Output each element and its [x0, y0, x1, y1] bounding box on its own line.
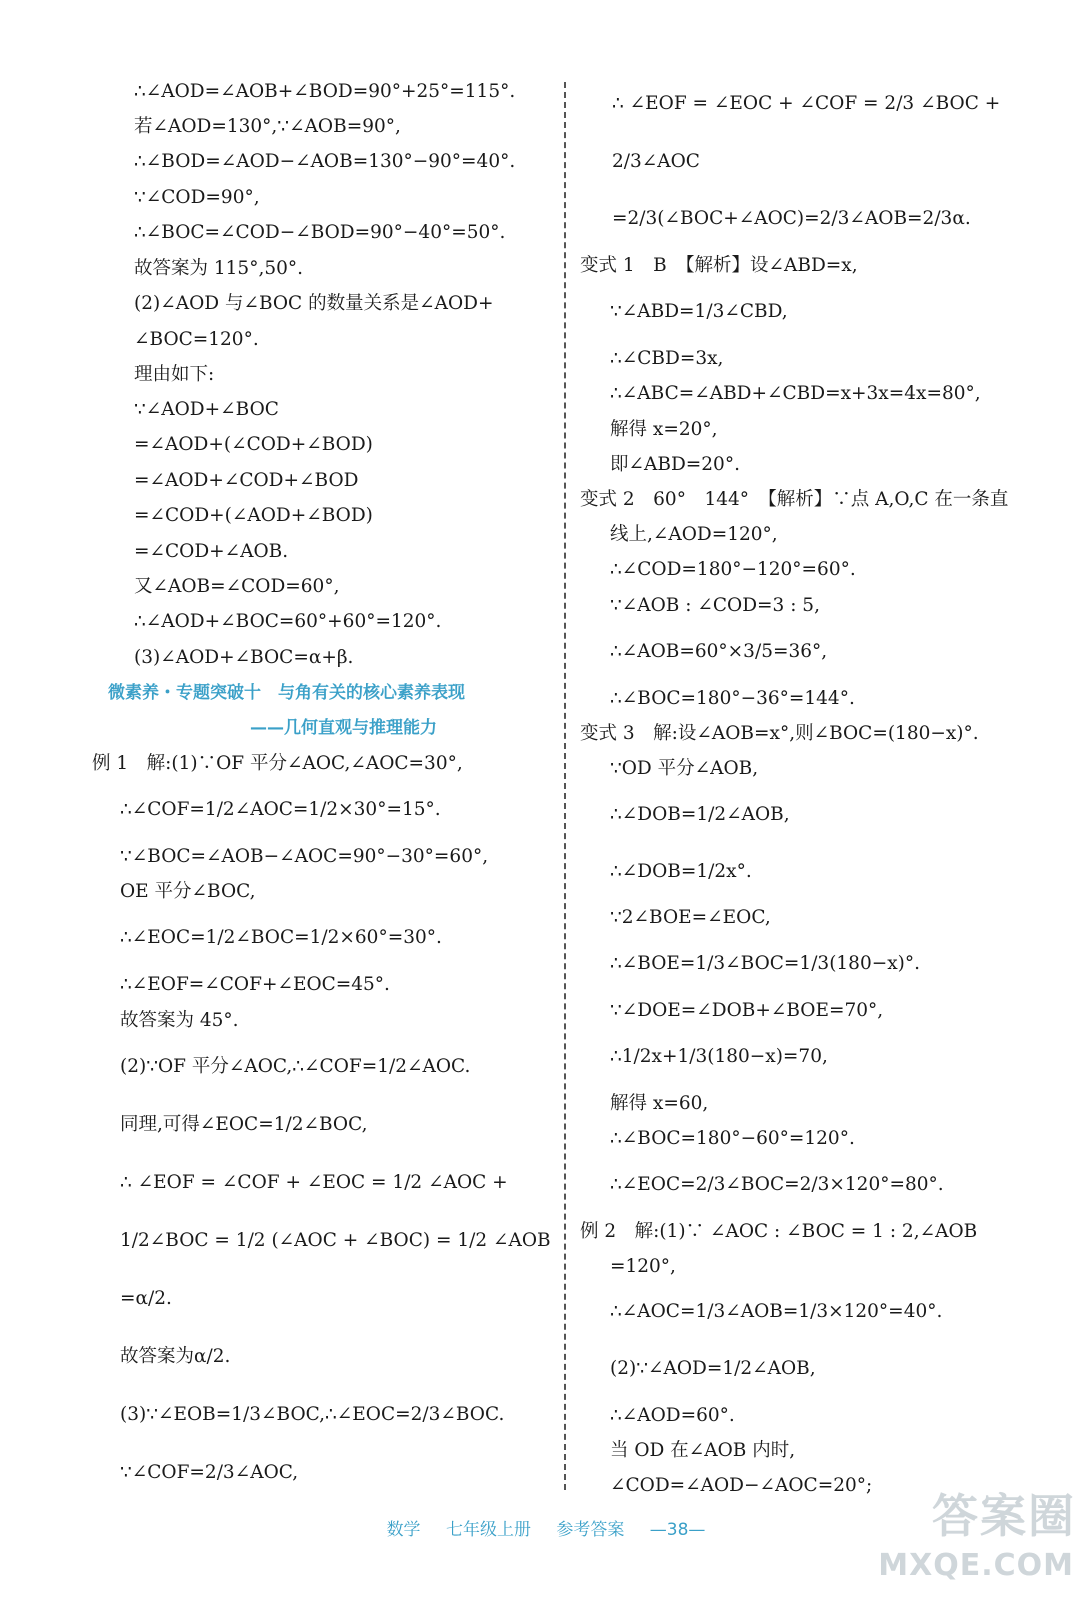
answer-line: 1/2∠BOC = 1/2 (∠AOC + ∠BOC) = 1/2 ∠AOB [120, 1230, 551, 1251]
answer-line: =α/2. [120, 1288, 172, 1309]
answer-line: OE 平分∠BOC, [120, 881, 256, 902]
answer-line: =∠COD+∠AOB. [134, 541, 289, 562]
answer-line: 2/3∠AOC [612, 151, 700, 172]
answer-line: ∴∠EOC=2/3∠BOC=2/3×120°=80°. [610, 1174, 944, 1195]
answer-line: ∵∠COF=2/3∠AOC, [120, 1462, 299, 1483]
watermark-url: MXQE.COM [878, 1548, 1074, 1583]
section-heading: ——几何直观与推理能力 [250, 718, 437, 738]
answer-line: (2)∵OF 平分∠AOC,∴∠COF=1/2∠AOC. [120, 1056, 471, 1077]
answer-line: ∵∠AOB : ∠COD=3 : 5, [610, 595, 820, 616]
answer-line: =∠AOD+(∠COD+∠BOD) [134, 434, 373, 455]
answer-line: ∠COD=∠AOD−∠AOC=20°; [610, 1475, 873, 1496]
answer-line: 例 1 解:(1)∵OF 平分∠AOC,∠AOC=30°, [92, 753, 463, 774]
answer-line: ∴1/2x+1/3(180−x)=70, [610, 1046, 828, 1067]
answer-line: ∴ ∠EOF = ∠EOC + ∠COF = 2/3 ∠BOC + [612, 93, 1001, 114]
answer-line: (2)∵∠AOD=1/2∠AOB, [610, 1358, 816, 1379]
answer-line: 解得 x=60, [610, 1093, 709, 1114]
answer-line: ∵∠COD=90°, [134, 187, 260, 208]
answer-line: 故答案为 115°,50°. [134, 258, 303, 279]
answer-line: ∴∠COD=180°−120°=60°. [610, 559, 856, 580]
answer-line: ∵∠AOD+∠BOC [134, 399, 279, 420]
section-heading: 微素养・专题突破十 与角有关的核心素养表现 [108, 683, 465, 703]
answer-line: ∴∠BOE=1/3∠BOC=1/3(180−x)°. [610, 953, 921, 974]
answer-line: ∴∠AOC=1/3∠AOB=1/3×120°=40°. [610, 1301, 943, 1322]
answer-line: ∴∠BOC=180°−60°=120°. [610, 1128, 855, 1149]
answer-line: ∴∠ABC=∠ABD+∠CBD=x+3x=4x=80°, [610, 383, 981, 404]
answer-line: 同理,可得∠EOC=1/2∠BOC, [120, 1114, 368, 1135]
answer-line: ∵2∠BOE=∠EOC, [610, 907, 771, 928]
answer-line: =∠COD+(∠AOD+∠BOD) [134, 505, 373, 526]
answer-line: ∵∠DOE=∠DOB+∠BOE=70°, [610, 1000, 884, 1021]
answer-line: ∵∠ABD=1/3∠CBD, [610, 301, 788, 322]
watermark [878, 1480, 1080, 1590]
answer-line: ∴∠CBD=3x, [610, 348, 724, 369]
answer-line: 故答案为α/2. [120, 1346, 231, 1367]
footer-section: 参考答案 [556, 1520, 625, 1540]
footer-subject: 数学 [386, 1520, 421, 1540]
answer-line: ∴∠AOD+∠BOC=60°+60°=120°. [134, 611, 442, 632]
answer-line: (3)∠AOD+∠BOC=α+β. [134, 647, 354, 668]
answer-line: ∴∠BOD=∠AOD−∠AOB=130°−90°=40°. [134, 151, 516, 172]
answer-line: ∴∠COF=1/2∠AOC=1/2×30°=15°. [120, 799, 441, 820]
answer-line: =2/3(∠BOC+∠AOC)=2/3∠AOB=2/3α. [612, 208, 971, 229]
answer-line: 若∠AOD=130°,∵∠AOB=90°, [134, 116, 401, 137]
answer-line: 例 2 解:(1)∵ ∠AOC : ∠BOC = 1 : 2,∠AOB [580, 1221, 978, 1242]
answer-line: =∠AOD+∠COD+∠BOD [134, 470, 359, 491]
answer-line: ∴∠DOB=1/2∠AOB, [610, 804, 790, 825]
answer-line: 解得 x=20°, [610, 419, 718, 440]
answer-line: ∵∠BOC=∠AOB−∠AOC=90°−30°=60°, [120, 846, 489, 867]
answer-line: 变式 2 60° 144° 【解析】∵点 A,O,C 在一条直 [580, 489, 1009, 510]
answer-line: ∴∠BOC=∠COD−∠BOD=90°−40°=50°. [134, 222, 506, 243]
answer-line: ∴∠DOB=1/2x°. [610, 861, 752, 882]
footer-grade: 七年级上册 [445, 1520, 531, 1540]
answer-line: 即∠ABD=20°. [610, 454, 740, 475]
answer-line: (3)∵∠EOB=1/3∠BOC,∴∠EOC=2/3∠BOC. [120, 1404, 505, 1425]
answer-line: ∵OD 平分∠AOB, [610, 758, 759, 779]
answer-line: =120°, [610, 1256, 676, 1277]
answer-line: 又∠AOB=∠COD=60°, [134, 576, 340, 597]
answer-line: 理由如下: [134, 364, 215, 385]
answer-line: 变式 3 解:设∠AOB=x°,则∠BOC=(180−x)°. [580, 723, 979, 744]
footer-page-number: —38— [649, 1520, 706, 1540]
answer-line: 故答案为 45°. [120, 1010, 239, 1031]
answer-line: ∴∠BOC=180°−36°=144°. [610, 688, 855, 709]
answer-line: 当 OD 在∠AOB 内时, [610, 1440, 796, 1461]
answer-line: ∴∠AOB=60°×3/5=36°, [610, 641, 828, 662]
answer-line: ∴∠AOD=∠AOB+∠BOD=90°+25°=115°. [134, 81, 516, 102]
answer-line: ∴∠EOF=∠COF+∠EOC=45°. [120, 974, 390, 995]
answer-line: ∴ ∠EOF = ∠COF + ∠EOC = 1/2 ∠AOC + [120, 1172, 508, 1193]
column-divider [564, 82, 566, 1490]
answer-line: ∴∠EOC=1/2∠BOC=1/2×60°=30°. [120, 927, 442, 948]
answer-line: 线上,∠AOD=120°, [610, 524, 778, 545]
watermark-logo: 答案圈 [932, 1489, 1076, 1543]
answer-line: ∠BOC=120°. [134, 329, 259, 350]
answer-line: (2)∠AOD 与∠BOC 的数量关系是∠AOD+ [134, 293, 494, 314]
answer-line: ∴∠AOD=60°. [610, 1405, 735, 1426]
answer-line: 变式 1 B 【解析】设∠ABD=x, [580, 255, 858, 276]
